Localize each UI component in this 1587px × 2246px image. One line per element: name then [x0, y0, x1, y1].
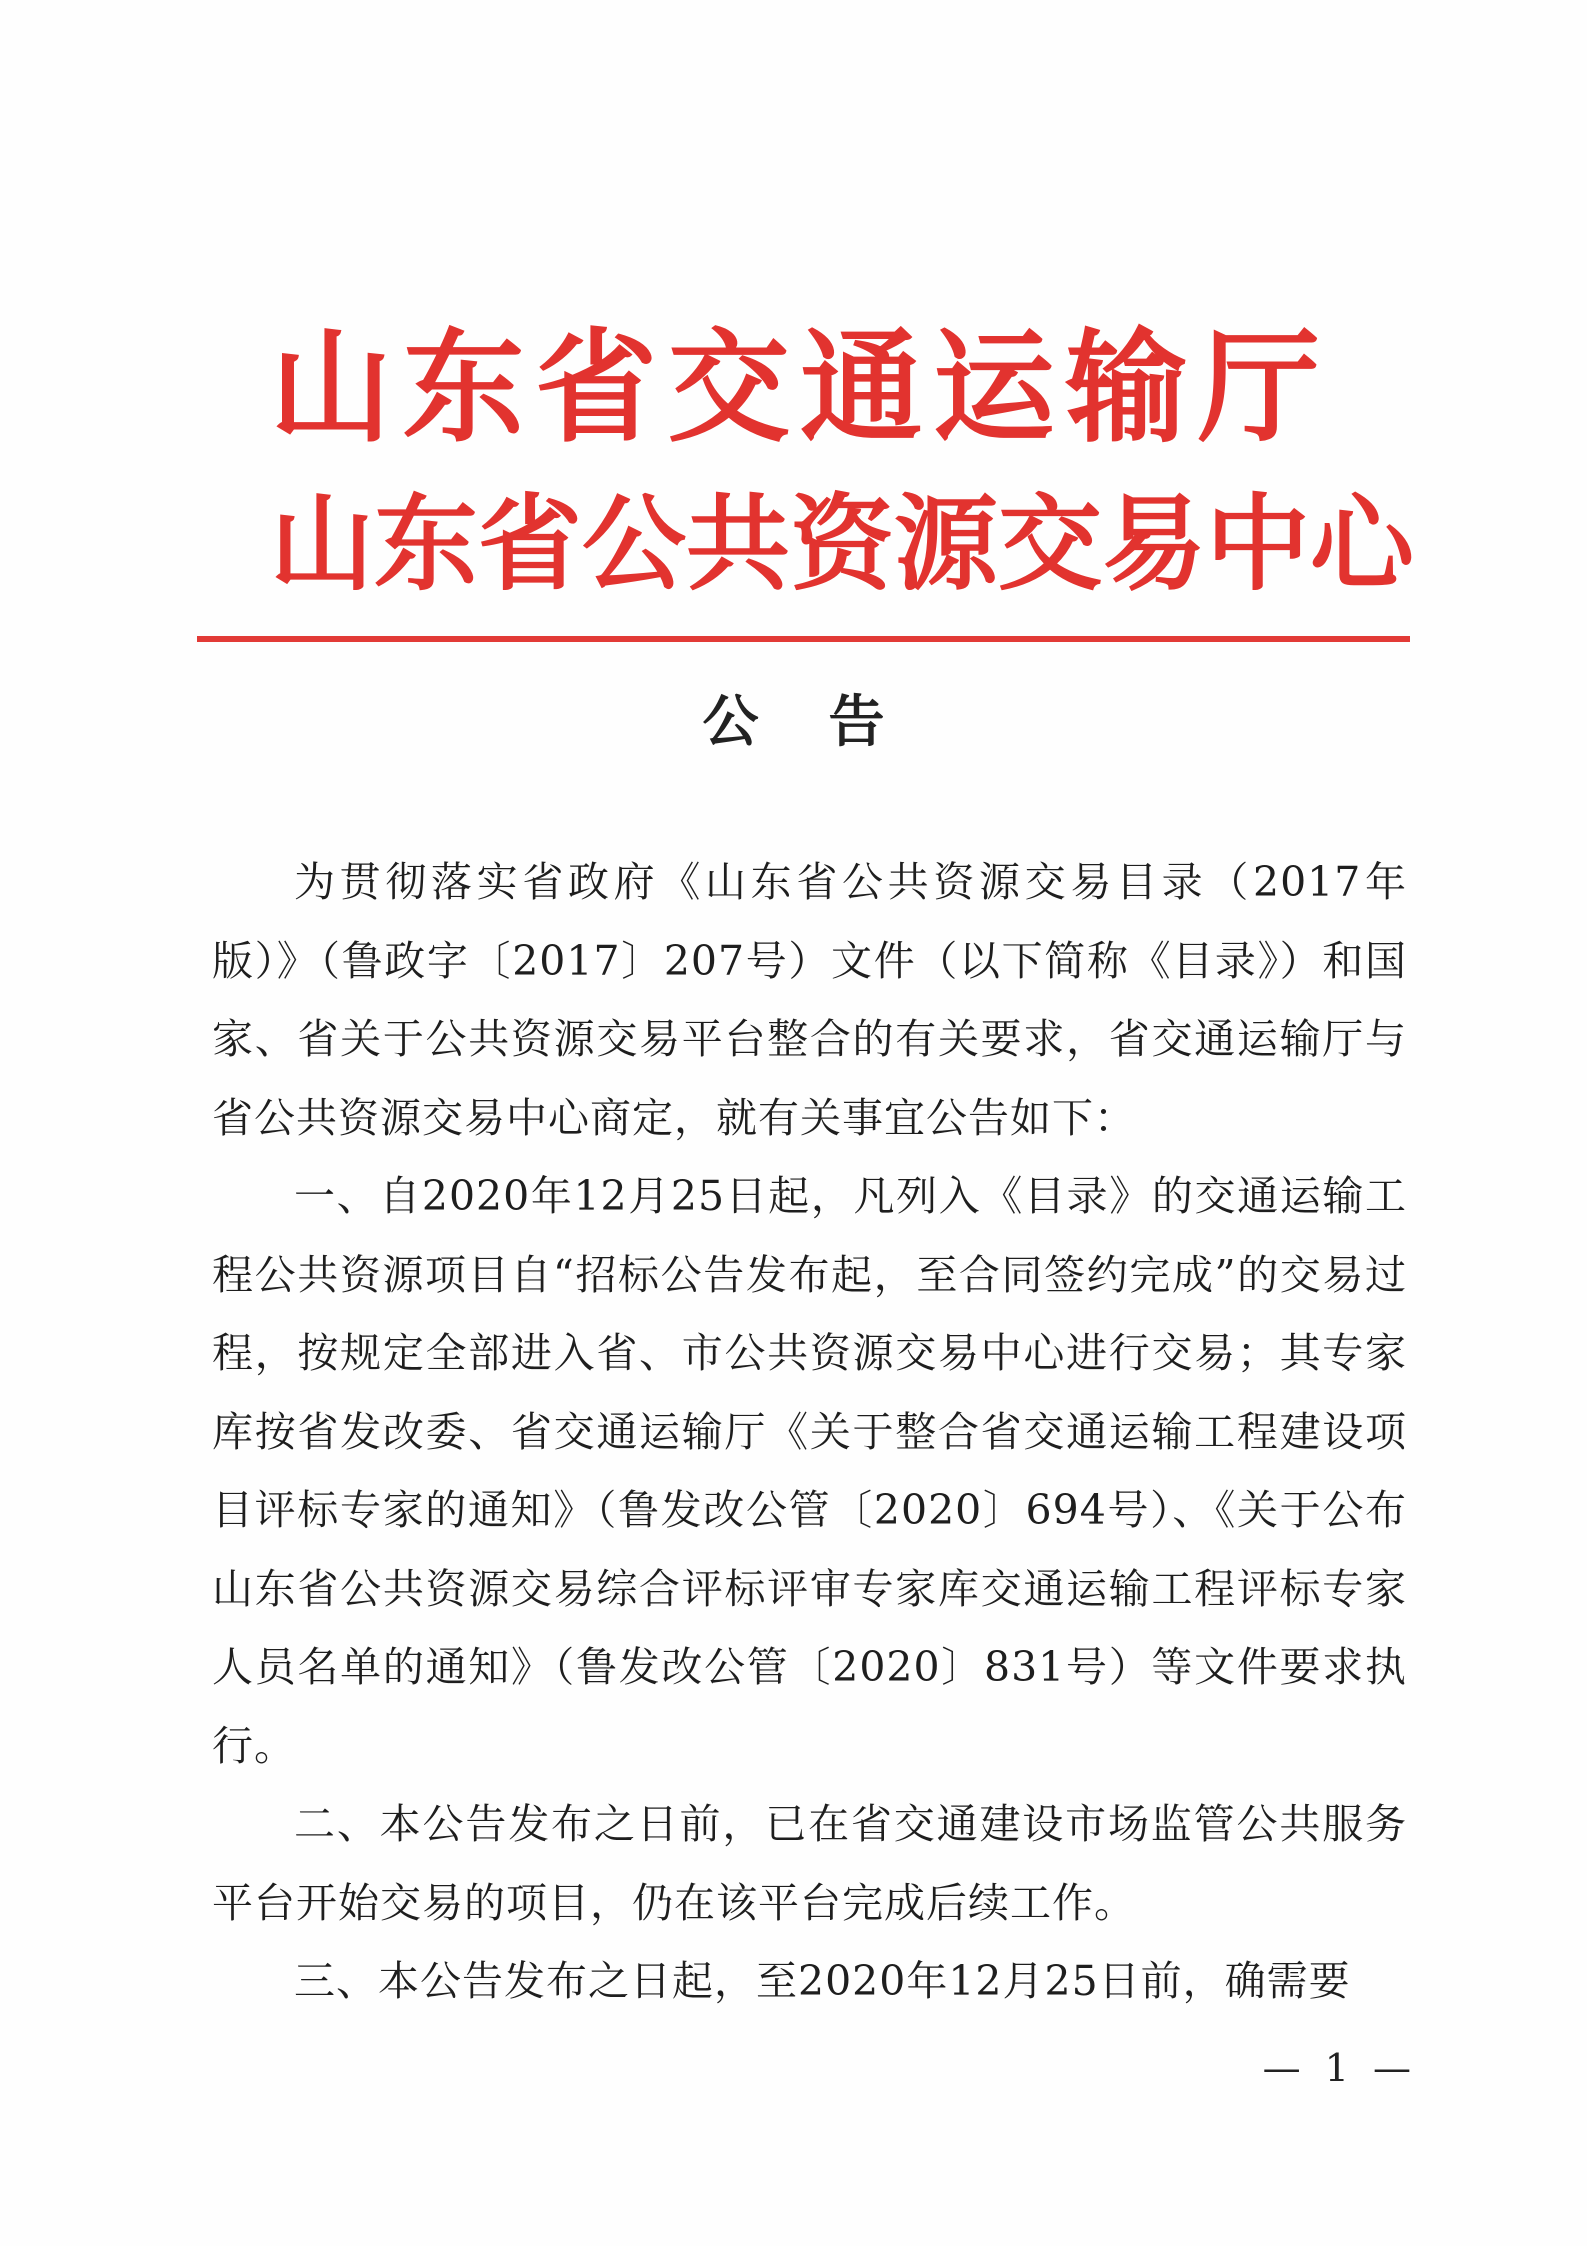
paragraph-item-2: 二、本公告发布之日前，已在省交通建设市场监管公共服务平台开始交易的项目，仍在该平台完成后续工作。: [212, 1800, 1407, 1927]
paragraph-item-3: 三、本公告发布之日起，至2020年12月25日前，确需要: [294, 1957, 1351, 2005]
red-header-divider: [197, 636, 1410, 642]
document-body: [212, 843, 1407, 2021]
document-title: 公告: [702, 689, 955, 755]
issuing-org-trading-center: 山东省公共资源交易中心: [270, 483, 1415, 605]
issuing-org-transport-department: 山东省交通运输厅: [270, 317, 1320, 459]
paragraph-item-1: 一、自2020年12月25日起，凡列入《目录》的交通运输工程公共资源项目自“招标公告发布起，至合同签约完成”的交易过程，按规定全部进入省、市公共资源交易中心进行交易；其专家库按省发改委、省交通运输厅《关于整合省交通运输工程建设项目评标专家的通知》（鲁发改公管〔2020〕694号）、《关于公布山东省公共资源交易综合评标评审专家库交通运输工程评标专家人员名单的通知》（鲁发改公管〔2020〕831号）等文件要求执行。: [212, 1172, 1407, 1770]
paragraph-intro: 为贯彻落实省政府《山东省公共资源交易目录（2017年版）》（鲁政字〔2017〕207号）文件（以下简称《目录》）和国家、省关于公共资源交易平台整合的有关要求，省交通运输厅与省公共资源交易中心商定，就有关事宜公告如下：: [212, 858, 1407, 1142]
page-number: — 1 —: [1262, 2046, 1417, 2090]
